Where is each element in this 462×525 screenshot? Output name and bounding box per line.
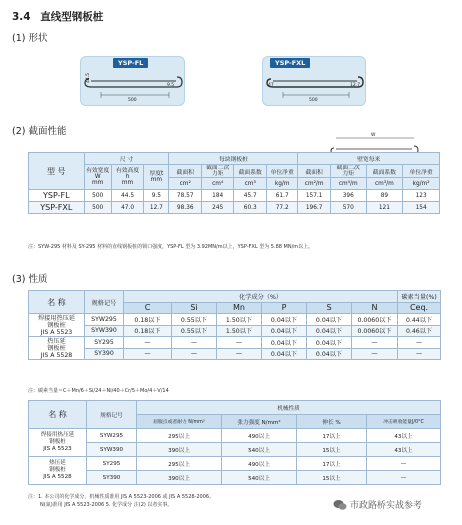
table1-sub-modulus: 截面系数	[234, 165, 267, 178]
table1-header-row-2	[29, 165, 440, 178]
table3-col-tensile: 张力强度 N/mm²	[222, 415, 297, 429]
table1-cell-model: YSP-FXL	[29, 202, 85, 214]
chemical-composition-table	[28, 290, 441, 360]
table3-cell-grade: SYW295	[87, 429, 137, 443]
table3-cell: 390以上	[137, 471, 222, 485]
table1-cell: 98.36	[169, 202, 202, 214]
subsection-section-title: (2) 截面性能	[12, 126, 67, 137]
table2-cell: 0.0060以下	[352, 325, 398, 337]
table3-cell: 390以上	[137, 443, 222, 457]
table2-cell: —	[398, 348, 441, 360]
wall-width-label: W	[371, 133, 376, 138]
table2-col-si: Si	[172, 302, 217, 314]
subsection-properties-title: (3) 性质	[12, 274, 48, 285]
table1-cell: 154	[403, 202, 440, 214]
table-row	[29, 337, 441, 349]
table2-cell: 0.04以下	[262, 325, 307, 337]
table2-header-ceq: 碳素当量(%)	[398, 291, 441, 303]
table1-sub-moment-wall: 截面二次 力矩	[330, 165, 366, 178]
table2-cell-grade: SYW295	[85, 314, 124, 326]
table3-col-yield: 屈服点或者耐力 N/mm²	[137, 415, 222, 429]
section-number: 3.4	[12, 11, 31, 23]
table2-cell-grade: SYW390	[85, 325, 124, 337]
table-row	[29, 443, 441, 457]
table2-header-chem: 化学成分（%）	[124, 291, 398, 303]
table1-note: 注：SYW-295 材料及 SY-295 材料的直线钢板桩的锁口强度，YSP-FL 型为 3.92MN/m以上，YSP-FXL 型为 5.88 MN/m以上。	[28, 244, 314, 250]
table1-unit: cm³/m	[366, 178, 403, 190]
table2-cell: —	[172, 337, 217, 349]
section-heading	[12, 9, 103, 24]
table-row	[29, 457, 441, 471]
table2-cell: 0.04以下	[262, 314, 307, 326]
shape-tag-fxl: YSP-FXL	[270, 58, 310, 68]
table-row	[29, 314, 441, 326]
table1-cell-model: YSP-FL	[29, 190, 85, 202]
table1-unit: cm⁴	[201, 178, 234, 190]
table3-cell: —	[367, 471, 441, 485]
table3-cell: 43以上	[367, 443, 441, 457]
table2-header-row-1	[29, 291, 441, 303]
table1-sub-modulus-wall: 截面系数	[366, 165, 403, 178]
table2-cell: —	[124, 348, 172, 360]
table-row	[29, 325, 441, 337]
table1-cell: 196.7	[298, 202, 331, 214]
table3-note-1: 注：1. 本公司的化学成分，机械性质准用 JIS A 5523-2006 或 JIS A 5528-2006。	[28, 494, 215, 500]
table3-header-row-1	[29, 401, 441, 415]
table1-cell: 44.5	[111, 190, 144, 202]
watermark	[333, 498, 422, 511]
table1-header-row-1	[29, 153, 440, 165]
table1-unit: cm²/m	[298, 178, 331, 190]
table2-col-mn: Mn	[217, 302, 262, 314]
table3-cell-grade: SYW390	[87, 443, 137, 457]
table1-cell: 157.1	[298, 190, 331, 202]
table1-cell: 121	[366, 202, 403, 214]
table1-sub-area-wall: 截面积	[298, 165, 331, 178]
table2-cell: —	[352, 348, 398, 360]
table3-header-mech: 机械性质	[137, 401, 441, 415]
table3-group-welding: 焊接用热压延 钢板桩 JIS A 5523	[29, 429, 87, 457]
table1-unit: cm³	[234, 178, 267, 190]
table1-unit: cm²	[169, 178, 202, 190]
table1-cell: 9.5	[144, 190, 169, 202]
table2-cell: 0.04以下	[307, 348, 352, 360]
table3-cell: —	[367, 457, 441, 471]
table2-cell: 0.55以下	[172, 314, 217, 326]
section-properties-table	[28, 152, 440, 214]
table3-header-grade: 规格记号	[87, 401, 137, 429]
table3-cell: 15以上	[297, 443, 367, 457]
table2-cell: 0.04以下	[262, 348, 307, 360]
subsection-shape-title: (1) 形状	[12, 33, 48, 44]
table1-cell: 500	[84, 202, 111, 214]
table3-cell: 17以上	[297, 457, 367, 471]
table1-cell: 396	[330, 190, 366, 202]
table3-cell: 295以上	[137, 429, 222, 443]
table2-cell: 0.44以下	[398, 314, 441, 326]
dim-width-fxl: 500	[309, 98, 318, 103]
table2-col-n: N	[352, 302, 398, 314]
table2-header-name: 名 称	[29, 291, 85, 314]
table3-cell: 17以上	[297, 429, 367, 443]
table-row	[29, 202, 440, 214]
section-title: 直线型钢板桩	[40, 11, 104, 23]
table2-header-grade: 规格记号	[85, 291, 124, 314]
table2-cell: 0.04以下	[307, 325, 352, 337]
table1-cell: 12.7	[144, 202, 169, 214]
table1-cell: 123	[403, 190, 440, 202]
table3-cell: 490以上	[222, 429, 297, 443]
table1-cell: 570	[330, 202, 366, 214]
table2-cell: —	[217, 337, 262, 349]
table1-header-wall: 壁宽每米	[298, 153, 440, 165]
table1-sub-weight-wall: 单位净重	[403, 165, 440, 178]
table1-unit: kg/m²	[403, 178, 440, 190]
table2-cell: 0.18以下	[124, 325, 172, 337]
table2-cell: 0.04以下	[307, 337, 352, 349]
table3-note-2: N(氮)准用 JIS A 5523-2006 5. 化学成分 注(2) 以者实事。	[40, 502, 173, 508]
table3-cell: 295以上	[137, 457, 222, 471]
table1-header-model: 型 号	[29, 153, 85, 190]
table1-cell: 89	[366, 190, 403, 202]
table1-cell: 184	[201, 190, 234, 202]
table2-cell: 1.50以下	[217, 325, 262, 337]
mechanical-properties-table	[28, 400, 441, 485]
table1-cell: 61.7	[266, 190, 297, 202]
table1-header-single: 每块钢板桩	[169, 153, 298, 165]
dim-thickness-fl: 9.5	[167, 83, 175, 88]
table3-cell: 15以上	[297, 471, 367, 485]
table1-cell: 77.2	[266, 202, 297, 214]
table2-col-s: S	[307, 302, 352, 314]
table3-cell-grade: SY295	[87, 457, 137, 471]
table2-col-c: C	[124, 302, 172, 314]
dim-thickness-fxl: 12.7	[350, 83, 361, 88]
table2-cell: —	[124, 337, 172, 349]
table2-cell: —	[172, 348, 217, 360]
table2-cell: —	[352, 337, 398, 349]
table1-sub-height: 有效高度 h mm	[111, 165, 144, 190]
table2-group-welding: 焊接用热压延 钢板桩 JIS A 5523	[29, 314, 85, 337]
table1-cell: 245	[201, 202, 234, 214]
table2-cell-grade: SY390	[85, 348, 124, 360]
table3-header-name: 名 称	[29, 401, 87, 429]
dim-height-fxl: 47	[268, 83, 274, 88]
table2-col-p: P	[262, 302, 307, 314]
table3-cell: 43以上	[367, 429, 441, 443]
table3-col-impact: 冲击吸收能量J/0°C	[367, 415, 441, 429]
table1-sub-weight: 单位净重	[266, 165, 297, 178]
table3-cell: 540以上	[222, 471, 297, 485]
table3-group-hot-rolled: 热压延 钢板桩 JIS A 5528	[29, 457, 87, 485]
dim-width-fl: 500	[128, 98, 137, 103]
table1-unit: kg/m	[266, 178, 297, 190]
table-row	[29, 348, 441, 360]
table2-cell: 0.04以下	[262, 337, 307, 349]
table2-group-hot-rolled: 热压延 钢板桩 JIS A 5528	[29, 337, 85, 360]
table-row	[29, 429, 441, 443]
table1-unit: cm⁴/m	[330, 178, 366, 190]
table3-cell: 490以上	[222, 457, 297, 471]
wechat-icon	[333, 499, 347, 511]
shape-tag-fl: YSP-FL	[113, 58, 148, 68]
table3-cell: 540以上	[222, 443, 297, 457]
table1-header-size: 尺 寸	[84, 153, 169, 165]
watermark-text: 市政路桥实战参考	[350, 501, 423, 511]
table2-cell: 0.55以下	[172, 325, 217, 337]
table1-sub-moment: 截面二次 力矩	[201, 165, 234, 178]
table1-sub-width: 有效宽度 W mm	[84, 165, 111, 190]
dim-height-fl: 44.5	[86, 72, 91, 83]
table2-cell: 0.0060以下	[352, 314, 398, 326]
table2-cell: 0.04以下	[307, 314, 352, 326]
table-row	[29, 471, 441, 485]
table1-sub-area: 截面积	[169, 165, 202, 178]
table2-cell: 0.18以下	[124, 314, 172, 326]
table1-sub-thickness: 厚度t mm	[144, 165, 169, 190]
table2-cell: —	[398, 337, 441, 349]
table3-cell-grade: SY390	[87, 471, 137, 485]
table2-cell: 1.50以下	[217, 314, 262, 326]
table2-cell: 0.46以下	[398, 325, 441, 337]
table1-cell: 47.0	[111, 202, 144, 214]
table2-cell-grade: SY295	[85, 337, 124, 349]
table2-col-ceq: Ceq.	[398, 302, 441, 314]
table1-cell: 500	[84, 190, 111, 202]
table1-cell: 78.57	[169, 190, 202, 202]
table-row	[29, 190, 440, 202]
table1-cell: 60.3	[234, 202, 267, 214]
table2-cell: —	[217, 348, 262, 360]
table2-note: 注：碳素当量＝C＋Mn/6＋Si/24＋Ni/40＋Cr/5＋Mo/4＋V/14	[28, 388, 169, 394]
table1-cell: 45.7	[234, 190, 267, 202]
table3-col-elongation: 伸长 %	[297, 415, 367, 429]
